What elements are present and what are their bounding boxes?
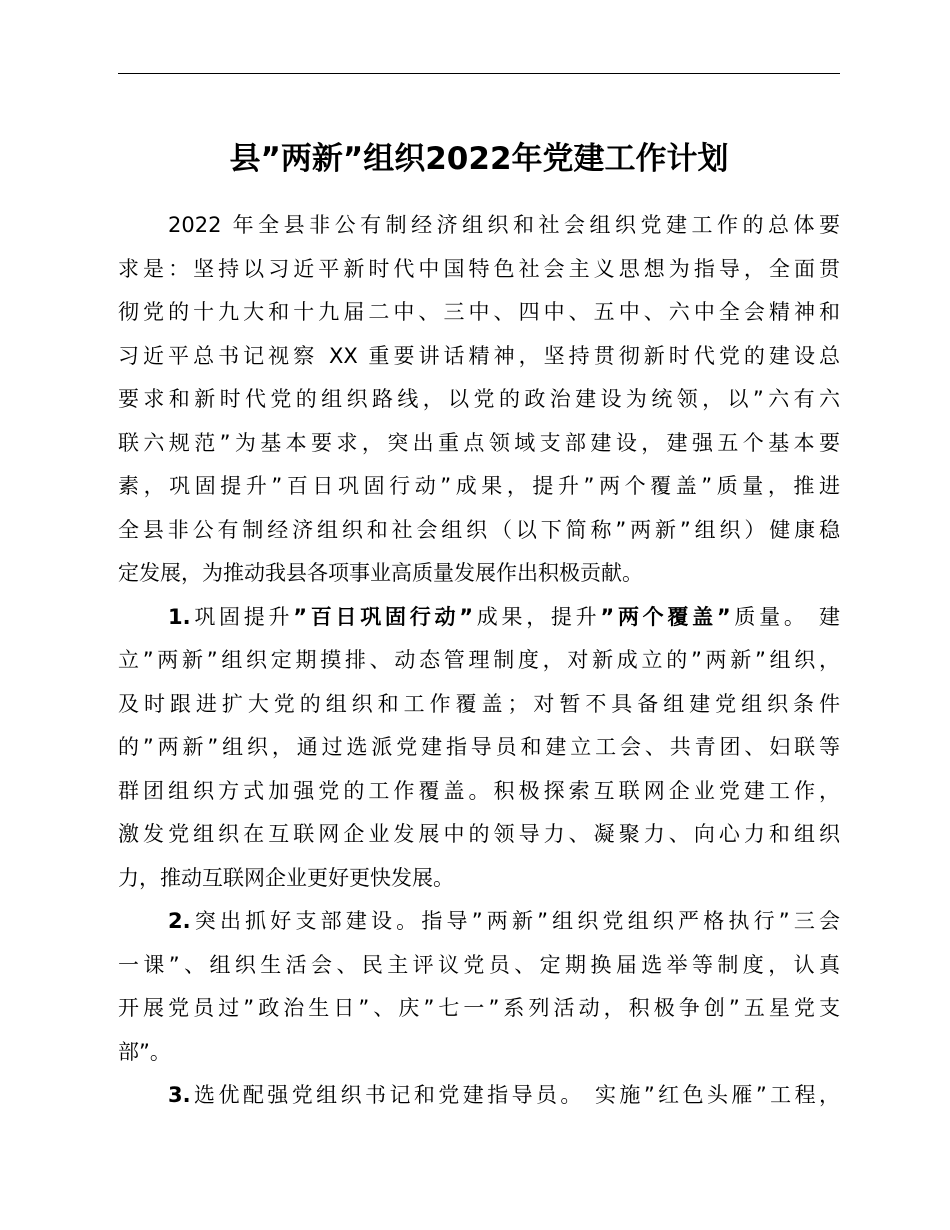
section-1-heading-line (118, 596, 840, 640)
text-line: 2022 年全县非公有制经济组织和社会组织党建工作的总体要 (168, 213, 840, 237)
text-line: 联六规范”为基本要求，突出重点领域支部建设，建强五个基本要 (118, 430, 840, 455)
text-line: 要求和新时代党的组织路线，以党的政治建设为统领，以”六有六 (118, 387, 840, 411)
section-1-paragraph (118, 596, 840, 901)
text-line: 素，巩固提升”百日巩固行动”成果，提升”两个覆盖”质量，推进 (118, 474, 840, 498)
section-1-heading-a: 巩固提升 (190, 604, 294, 629)
section-2-heading-line (118, 900, 840, 944)
text-line: 激发党组织在互联网企业发展中的领导力、凝聚力、向心力和组织 (118, 822, 840, 846)
title-year: 2022 (425, 141, 512, 177)
section-3-heading: 选优配强党组织书记和党建指导员。 实施”红色头雁”工程， (190, 1083, 840, 1107)
section-2-paragraph (118, 900, 840, 1074)
text-line: 的”两新”组织，通过选派党建指导员和建立工会、共青团、妇联等 (118, 735, 840, 759)
document-title (118, 136, 840, 182)
text-line: 彻党的十九大和十九届二中、三中、四中、五中、六中全会精神和 (118, 300, 840, 324)
section-1-heading-b: 成果，提升 (473, 604, 601, 629)
title-suffix: 年党建工作计划 (511, 141, 729, 177)
section-3-paragraph (118, 1074, 840, 1118)
section-3-number: 3. (168, 1083, 191, 1107)
text-line: 开展党员过”政治生日”、庆”七一”系列活动，积极争创”五星党支 (118, 996, 840, 1020)
text-line: 求是：坚持以习近平新时代中国特色社会主义思想为指导，全面贯 (118, 256, 840, 281)
intro-paragraph (118, 204, 840, 596)
section-1-heading-c: 质量。 建 (730, 604, 841, 629)
text-line: 全县非公有制经济组织和社会组织（以下简称”两新”组织）健康稳 (118, 517, 840, 542)
section-1-quote-b: ”两个覆盖” (600, 604, 731, 629)
text-line: 力，推动互联网企业更好更快发展。 (118, 865, 454, 890)
text-line: 习近平总书记视察 XX 重要讲话精神，坚持贯彻新时代党的建设总 (118, 343, 840, 368)
title-prefix: 县”两新”组织 (229, 141, 426, 177)
section-3-heading-line (118, 1074, 840, 1118)
section-1-number: 1. (168, 604, 191, 629)
text-line: 及时跟进扩大党的组织和工作覆盖；对暂不具备组建党组织条件 (118, 691, 840, 716)
text-line: 一课”、组织生活会、民主评议党员、定期换届选举等制度，认真 (118, 952, 840, 977)
text-line: 群团组织方式加强党的工作覆盖。积极探索互联网企业党建工作， (118, 778, 840, 803)
section-2-number: 2. (168, 909, 191, 933)
text-line: 部”。 (118, 1039, 171, 1064)
text-line: 定发展，为推动我县各项事业高质量发展作出积极贡献。 (118, 561, 643, 585)
section-2-heading: 突出抓好支部建设。指导”两新”组织党组织严格执行”三会 (190, 909, 840, 933)
section-1-quote-a: ”百日巩固行动” (293, 604, 473, 629)
document-body (118, 204, 840, 1118)
header-rule (118, 73, 840, 74)
text-line: 立”两新”组织定期摸排、动态管理制度，对新成立的”两新”组织， (118, 648, 840, 672)
